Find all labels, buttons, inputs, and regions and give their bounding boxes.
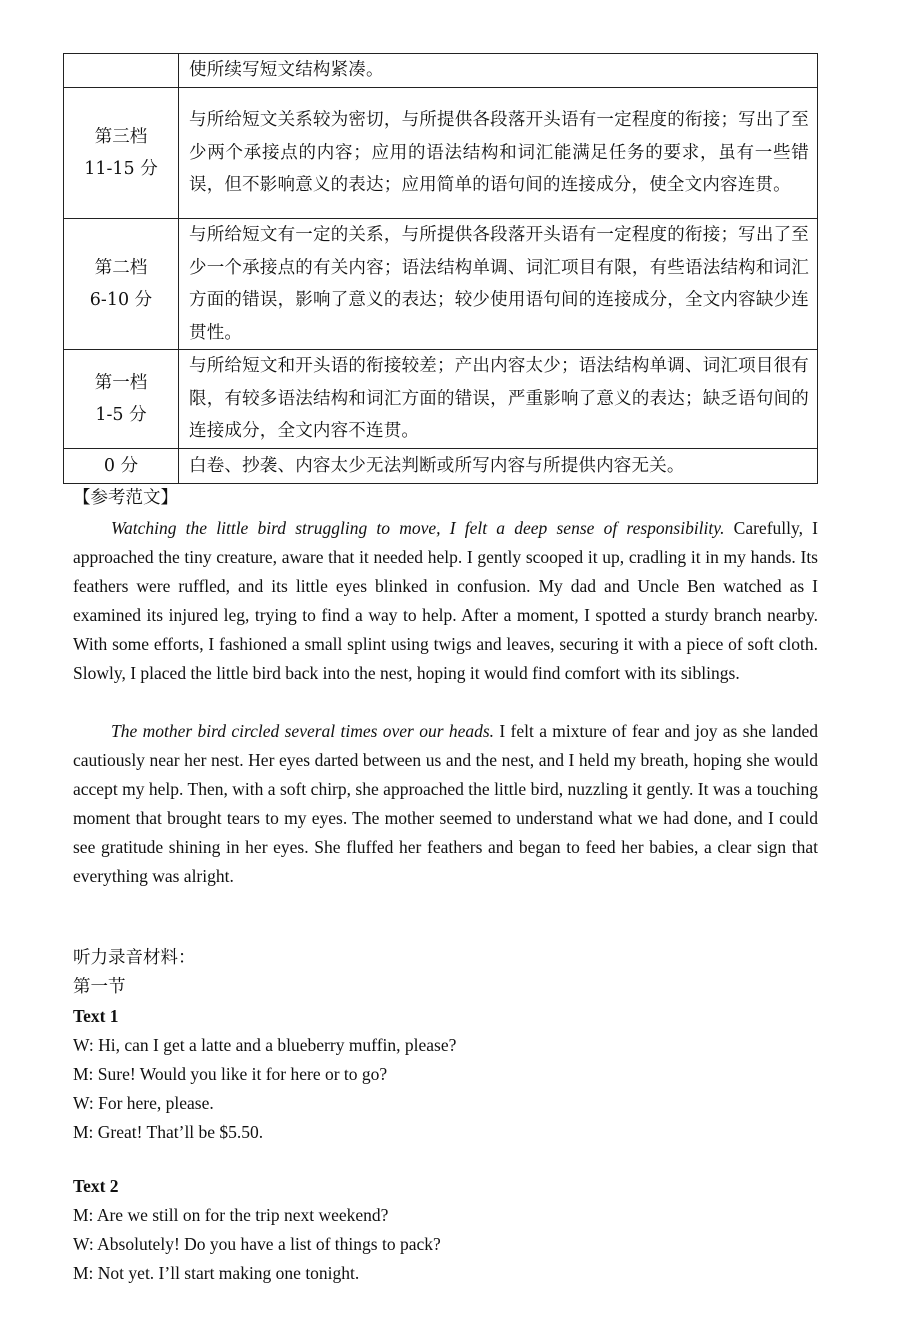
rubric-level-cell bbox=[64, 449, 179, 484]
rubric-row-level-2 bbox=[64, 219, 818, 350]
paragraph-lead-sentence: The mother bird circled several times over our heads. bbox=[111, 721, 495, 741]
rubric-level-cell bbox=[64, 88, 179, 219]
rubric-description: 白卷、抄袭、内容太少无法判断或所写内容与所提供内容无关。 bbox=[179, 449, 818, 484]
rubric-description: 与所给短文有一定的关系，与所提供各段落开头语有一定程度的衔接；写出了至少一个承接点的有关内容；语法结构单调、词汇项目有限，有些语法结构和词汇方面的错误，影响了意义的表达；较少使用语句间的连接成分，全文内容缺少连贯性。 bbox=[179, 219, 818, 350]
section-heading: 第一节 bbox=[73, 977, 126, 997]
rubric-description: 使所续写短文结构紧凑。 bbox=[179, 54, 818, 88]
dialogue-line: M: Great! That’ll be $5.50. bbox=[73, 1122, 264, 1142]
rubric-level-range: 1-5 分 bbox=[95, 405, 147, 425]
paragraph-body: Carefully, I approached the tiny creature, aware that it needed help. I gently scooped it up, cradling it in my hands. Its feathers were ruffled, and its little eyes blinked in confusion. My dad and Uncle Ben watched as I examined its injured leg, trying to find a way to help. After a moment, I spotted a sturdy branch nearby. With some efforts, I fashioned a small splint using twigs and leaves, securing it with a piece of soft cloth. Slowly, I placed the little bird back into the nest, hoping it would find comfort with its siblings. bbox=[73, 518, 819, 683]
rubric-description: 与所给短文关系较为密切，与所提供各段落开头语有一定程度的衔接；写出了至少两个承接点的内容；应用的语法结构和词汇能满足任务的要求，虽有一些错误，但不影响意义的表达；应用简单的语句间的连接成分，使全文内容连贯。 bbox=[179, 88, 818, 219]
scoring-rubric-table bbox=[63, 53, 818, 484]
dialogue-line: W: For here, please. bbox=[73, 1093, 214, 1113]
rubric-level-cell bbox=[64, 54, 179, 88]
rubric-level-name: 第二档 bbox=[94, 258, 148, 278]
paragraph-lead-sentence: Watching the little bird struggling to move, I felt a deep sense of responsibility. bbox=[111, 518, 725, 538]
rubric-row-continued bbox=[64, 54, 818, 88]
rubric-level-name: 第三档 bbox=[94, 127, 148, 147]
essay-paragraph-1 bbox=[73, 514, 818, 688]
reference-heading: 【参考范文】 bbox=[73, 488, 178, 508]
dialogue-line: W: Hi, can I get a latte and a blueberry muffin, please? bbox=[73, 1035, 457, 1055]
dialogue-line: W: Absolutely! Do you have a list of things to pack? bbox=[73, 1234, 441, 1254]
text-1-title: Text 1 bbox=[73, 1006, 119, 1026]
dialogue-line: M: Are we still on for the trip next weekend? bbox=[73, 1205, 389, 1225]
text-2-title: Text 2 bbox=[73, 1176, 119, 1196]
dialogue-line: M: Not yet. I’ll start making one tonight. bbox=[73, 1263, 360, 1283]
rubric-description: 与所给短文和开头语的衔接较差；产出内容太少；语法结构单调、词汇项目很有限，有较多语法结构和词汇方面的错误，严重影响了意义的表达；缺乏语句间的连接成分，全文内容不连贯。 bbox=[179, 350, 818, 449]
listening-heading: 听力录音材料： bbox=[73, 948, 196, 968]
essay-paragraph-2 bbox=[73, 717, 818, 891]
rubric-level-cell bbox=[64, 219, 179, 350]
rubric-row-level-0 bbox=[64, 449, 818, 484]
rubric-level-name: 第一档 bbox=[94, 373, 148, 393]
paragraph-body: I felt a mixture of fear and joy as she landed cautiously near her nest. Her eyes darted between us and the nest, and I held my breath, hoping she would accept my help. Then, with a soft chirp, she approached the little bird, nuzzling it gently. It was a touching moment that brought tears to my eyes. The mother seemed to understand what we had done, and I could see gratitude shining in her eyes. She fluffed her feathers and began to feed her babies, a clear sign that everything was alright. bbox=[73, 721, 819, 886]
rubric-level-name: 0 分 bbox=[103, 456, 139, 476]
dialogue-line: M: Sure! Would you like it for here or to go? bbox=[73, 1064, 388, 1084]
rubric-row-level-3 bbox=[64, 88, 818, 219]
rubric-level-cell bbox=[64, 350, 179, 449]
rubric-row-level-1 bbox=[64, 350, 818, 449]
reference-essay bbox=[73, 514, 818, 891]
rubric-level-range: 11-15 分 bbox=[84, 159, 158, 179]
rubric-level-range: 6-10 分 bbox=[89, 290, 153, 310]
